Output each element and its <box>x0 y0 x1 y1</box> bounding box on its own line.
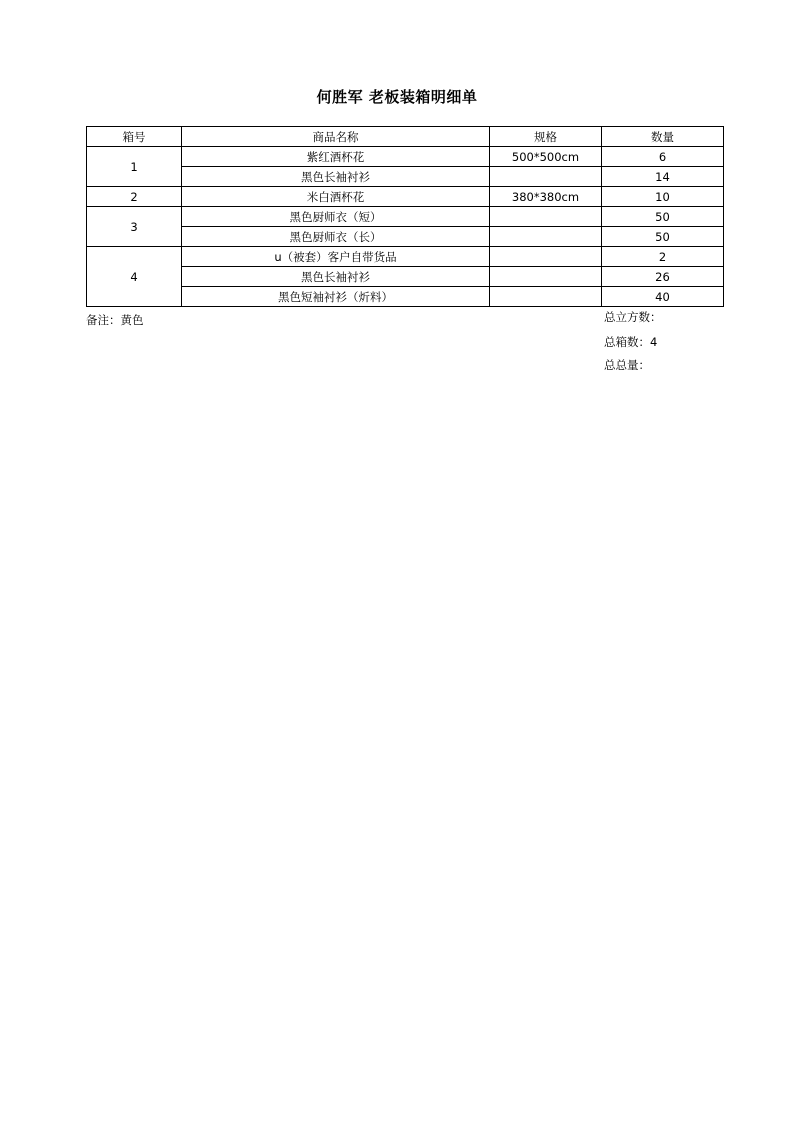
table-header-row <box>87 127 724 147</box>
spec-cell <box>490 207 602 227</box>
table-row <box>87 227 724 247</box>
table-row <box>87 267 724 287</box>
product-name-cell: 紫红酒杯花 <box>182 147 490 167</box>
table-row <box>87 207 724 227</box>
quantity-cell: 50 <box>602 227 724 247</box>
total-boxes-label: 总箱数：4 <box>604 335 658 349</box>
quantity-cell: 40 <box>602 287 724 307</box>
table-row <box>87 187 724 207</box>
product-name-cell: 黑色厨师衣（长） <box>182 227 490 247</box>
quantity-cell: 10 <box>602 187 724 207</box>
box-number-cell: 2 <box>87 187 182 207</box>
product-name-cell: 黑色厨师衣（短） <box>182 207 490 227</box>
header-product-name: 商品名称 <box>182 127 490 147</box>
remark-note: 备注：黄色 <box>86 313 144 327</box>
table-row <box>87 147 724 167</box>
spec-cell <box>490 227 602 247</box>
total-weight-label: 总总量： <box>604 358 650 372</box>
table-row <box>87 247 724 267</box>
spec-cell: 500*500cm <box>490 147 602 167</box>
quantity-cell: 14 <box>602 167 724 187</box>
spec-cell <box>490 167 602 187</box>
total-volume-label: 总立方数： <box>604 310 662 324</box>
packing-list-table <box>86 126 724 307</box>
box-number-cell: 1 <box>87 147 182 187</box>
spec-cell <box>490 267 602 287</box>
spec-cell: 380*380cm <box>490 187 602 207</box>
product-name-cell: 黑色长袖衬衫 <box>182 167 490 187</box>
spec-cell <box>490 287 602 307</box>
table-row <box>87 287 724 307</box>
table-row <box>87 167 724 187</box>
box-number-cell: 3 <box>87 207 182 247</box>
product-name-cell: 黑色短袖衬衫（炘料） <box>182 287 490 307</box>
product-name-cell: u（被套）客户自带货品 <box>182 247 490 267</box>
document-title: 何胜军 老板装箱明细单 <box>316 88 478 106</box>
quantity-cell: 2 <box>602 247 724 267</box>
header-spec: 规格 <box>490 127 602 147</box>
quantity-cell: 26 <box>602 267 724 287</box>
product-name-cell: 黑色长袖衬衫 <box>182 267 490 287</box>
spec-cell <box>490 247 602 267</box>
product-name-cell: 米白酒杯花 <box>182 187 490 207</box>
header-quantity: 数量 <box>602 127 724 147</box>
quantity-cell: 6 <box>602 147 724 167</box>
quantity-cell: 50 <box>602 207 724 227</box>
box-number-cell: 4 <box>87 247 182 307</box>
header-box-no: 箱号 <box>87 127 182 147</box>
